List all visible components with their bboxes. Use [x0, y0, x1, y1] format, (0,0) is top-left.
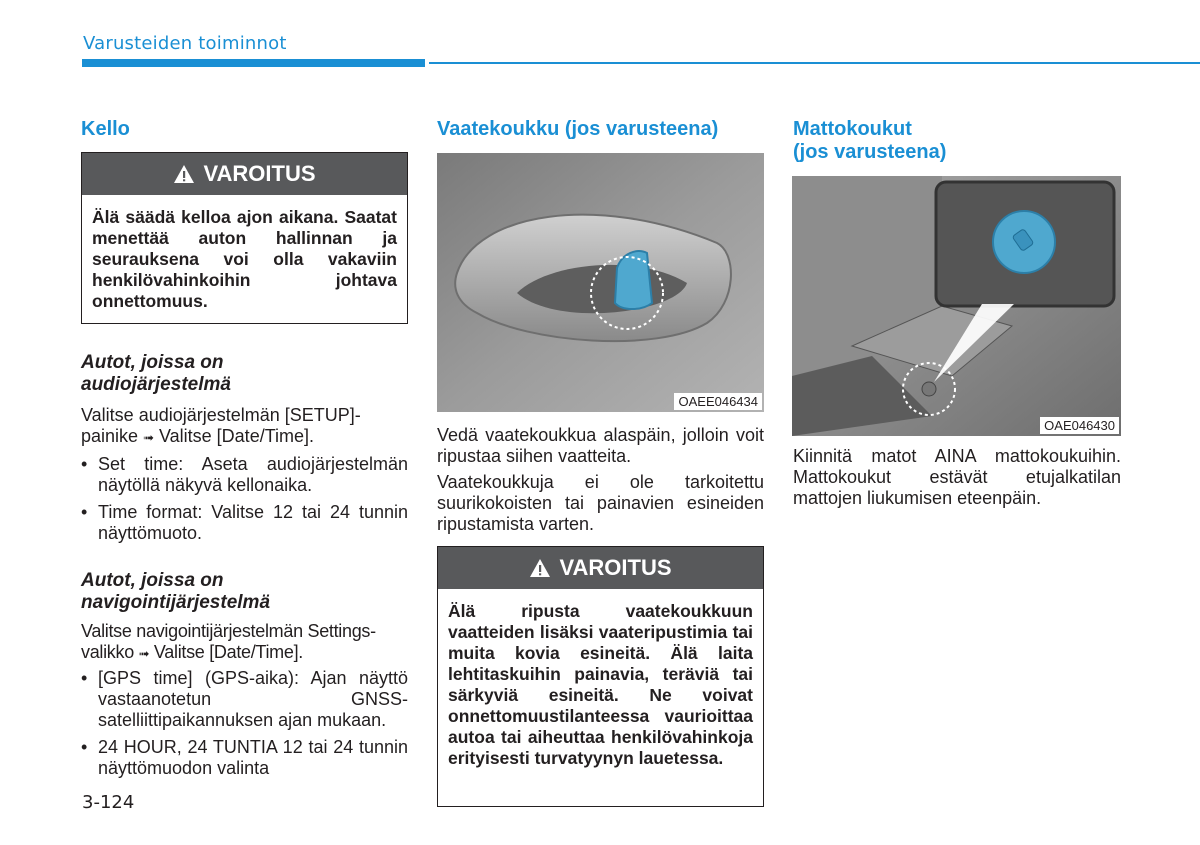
heading-kello: Kello: [81, 118, 130, 140]
audio-intro-text-b: Valitse [Date/Time].: [158, 426, 315, 446]
subheading-audio-line1: Autot, joissa on: [81, 352, 224, 373]
arrow-right-icon: ➟: [143, 429, 154, 445]
coat-hook-para2: Vaatekoukkuja ei ole tarkoitettu suurikokoisten tai painavien esineiden ripustamista varten.: [437, 472, 764, 534]
image-code-label: OAEE046434: [674, 393, 762, 410]
navi-bullets: [81, 668, 408, 785]
floor-mat-hook-image: [792, 176, 1121, 436]
header-rule-thin: [429, 62, 1200, 64]
navi-intro-text-b: Valitse [Date/Time].: [153, 642, 303, 662]
navi-intro: [81, 621, 408, 664]
heading-mattokoukut-line1: Mattokoukut: [793, 118, 912, 140]
list-item: • 24 HOUR, 24 TUNTIA 12 tai 24 tunnin näyttömuodon valinta: [81, 737, 408, 779]
section-header-title: Varusteiden toiminnot: [83, 33, 287, 54]
heading-mattokoukut-line2: (jos varusteena): [793, 141, 947, 163]
warning-header: [82, 153, 407, 195]
floor-mat-para1: Kiinnitä matot AINA mattokoukuihin. Mattokoukut estävät etujalkatilan mattojen liukumisen eteenpäin.: [793, 446, 1121, 508]
subheading-navi-line2: navigointijärjestelmä: [81, 592, 271, 613]
coat-hook-image: [437, 153, 764, 412]
header-rule-thick: [82, 59, 425, 67]
list-item: • [GPS time] (GPS-aika): Ajan näyttö vastaanotetun GNSS-satelliittipaikannuksen ajan mukaan.: [81, 668, 408, 731]
warning-title: VAROITUS: [203, 161, 316, 186]
warning-title: VAROITUS: [559, 555, 672, 580]
warning-header: [438, 547, 763, 589]
list-item: • Time format: Valitse 12 tai 24 tunnin näyttömuoto.: [81, 502, 408, 544]
list-item: • Set time: Aseta audiojärjestelmän näytöllä näkyvä kellonaika.: [81, 454, 408, 496]
warning-text: Älä ripusta vaatekoukkuun vaatteiden lisäksi vaateripustimia tai muita kovia esineitä. Älä laita lehtitaskuihin painavia, teräviä tai särkyviä esineitä. Ne voivat onnettomuustilanteessa vaurioittaa autoa tai aiheuttaa henkilövahinkoja erityisesti turvatyynyn lauetessa.: [448, 601, 753, 768]
audio-intro-text-a: Valitse audiojärjestelmän [SETUP]-painike: [81, 405, 361, 446]
warning-triangle-icon: [529, 558, 551, 578]
warning-text: Älä säädä kelloa ajon aikana. Saatat menettää auton hallinnan ja seurauksena voi olla vakaviin henkilövahinkoihin johtava onnettomuus.: [92, 207, 397, 311]
page-number: 3-124: [82, 792, 135, 813]
subheading-navi: [81, 570, 408, 614]
heading-vaatekoukku: Vaatekoukku (jos varusteena): [437, 118, 719, 140]
warning-box-coat-hook: [437, 546, 764, 807]
subheading-audio-line2: audiojärjestelmä: [81, 374, 231, 395]
coat-hook-illustration: [437, 153, 764, 412]
coat-hook-para1: Vedä vaatekoukkua alaspäin, jolloin voit ripustaa siihen vaatteita.: [437, 425, 764, 466]
navi-intro-text-a: Valitse navigointijärjestelmän Settings-valikko: [81, 621, 376, 662]
arrow-right-icon: ➟: [138, 645, 150, 661]
warning-triangle-icon: [173, 164, 195, 184]
heading-mattokoukut: [793, 118, 946, 164]
image-code-label: OAE046430: [1040, 417, 1119, 434]
warning-box-clock: [81, 152, 408, 324]
subheading-audio: [81, 352, 408, 396]
audio-bullets: [81, 454, 408, 550]
subheading-navi-line1: Autot, joissa on: [81, 570, 224, 591]
audio-intro: [81, 405, 408, 448]
floor-mat-hook-illustration: [792, 176, 1121, 436]
